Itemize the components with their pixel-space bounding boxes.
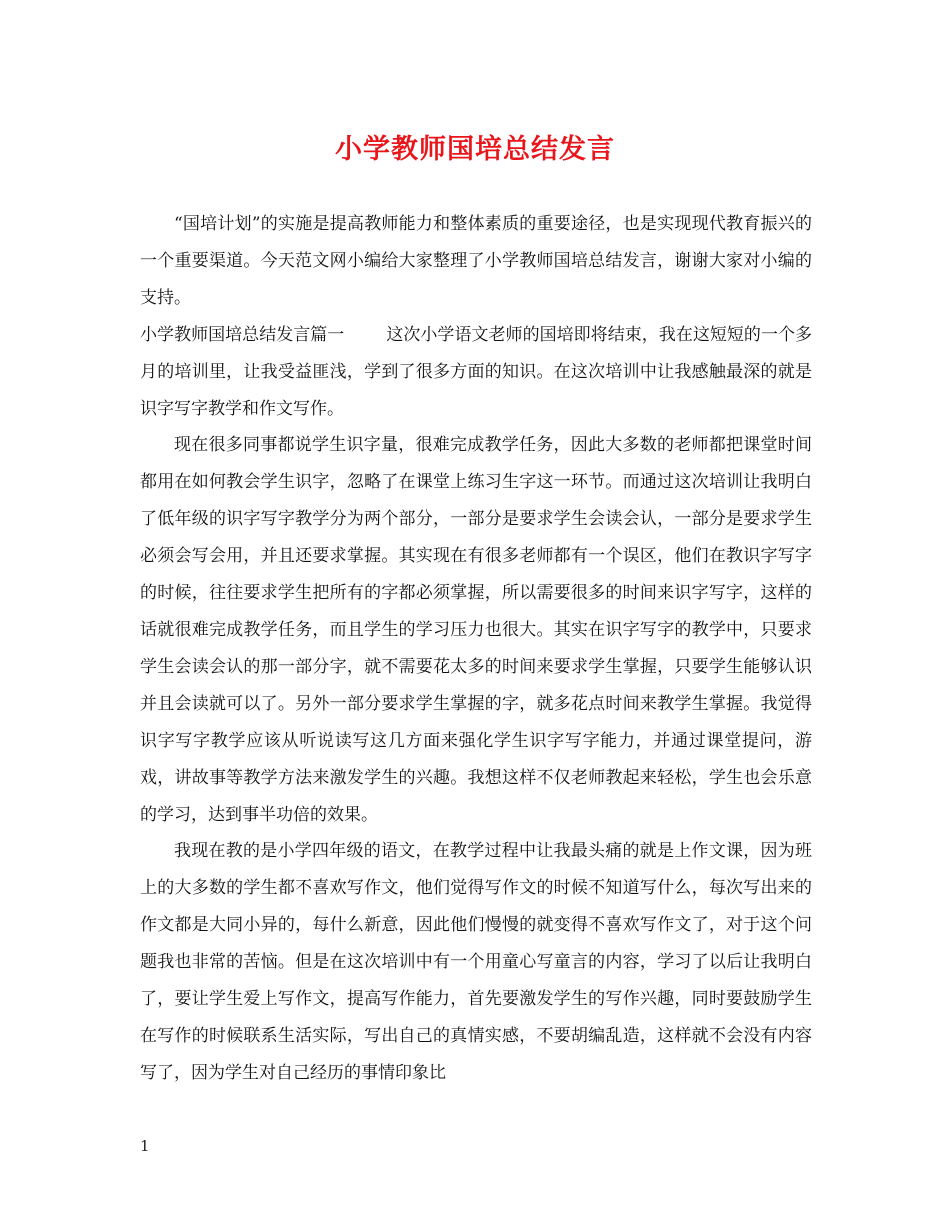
section-paragraph [140, 317, 812, 428]
paragraph-writing: 我现在教的是小学四年级的语文，在教学过程中让我最头痛的就是上作文课，因为班上的大多数的学生都不喜欢写作文，他们觉得写作文的时候不知道写什么，每次写出来的作文都是大同小异的，每什么新意，因此他们慢慢的就变得不喜欢写作文了，对于这个问题我也非常的苦恼。但是在这次培训中有一个用童心写童言的内容，学习了以后让我明白了，要让学生爱上写作文，提高写作能力，首先要激发学生的写作兴趣，同时要鼓励学生在写作的时候联系生活实际，写出自己的真情实感，不要胡编乱造，这样就不会没有内容写了，因为学生对自己经历的事情印象比 [140, 841, 812, 1083]
paragraph-literacy: 现在很多同事都说学生识字量，很难完成教学任务，因此大多数的老师都把课堂时间都用在如何教会学生识字，忽略了在课堂上练习生字这一环节。而通过这次培训让我明白了低年级的识字写字教学分为两个部分，一部分是要求学生会读会认，一部分是要求学生必须会写会用，并且还要求掌握。其实现在有很多老师都有一个误区，他们在教识字写字的时候，往往要求学生把所有的字都必须掌握，所以需要很多的时间来识字写字，这样的话就很难完成教学任务，而且学生的学习压力也很大。其实在识字写字的教学中，只要求学生会读会认的那一部分字，就不需要花太多的时间来要求学生掌握，只要学生能够认识并且会读就可以了。另外一部分要求学生掌握的字，就多花点时间来教学生掌握。我觉得识字写字教学应该从听说读写这几方面来强化学生识字写字能力，并通过课堂提问，游戏，讲故事等教学方法来激发学生的兴趣。我想这样不仅老师教起来轻松，学生也会乐意的学习，达到事半功倍的效果。 [140, 435, 812, 825]
section-heading: 小学教师国培总结发言篇一 [140, 324, 345, 345]
document-body [140, 206, 812, 1092]
document-title: 小学教师国培总结发言 [335, 134, 615, 165]
page-number: 1 [140, 1137, 150, 1155]
section-first-text: 这次小学语文老师的国培即将结束，我在这短短的一个多月的培训里，让我受益匪浅，学到了很多方面的知识。在这次培训中让我感触最深的就是识字写字教学和作文写作。 [140, 324, 813, 419]
intro-paragraph: “国培计划”的实施是提高教师能力和整体素质的重要途径，也是实现现代教育振兴的一个重要渠道。今天范文网小编给大家整理了小学教师国培总结发言，谢谢大家对小编的支持。 [140, 214, 812, 308]
